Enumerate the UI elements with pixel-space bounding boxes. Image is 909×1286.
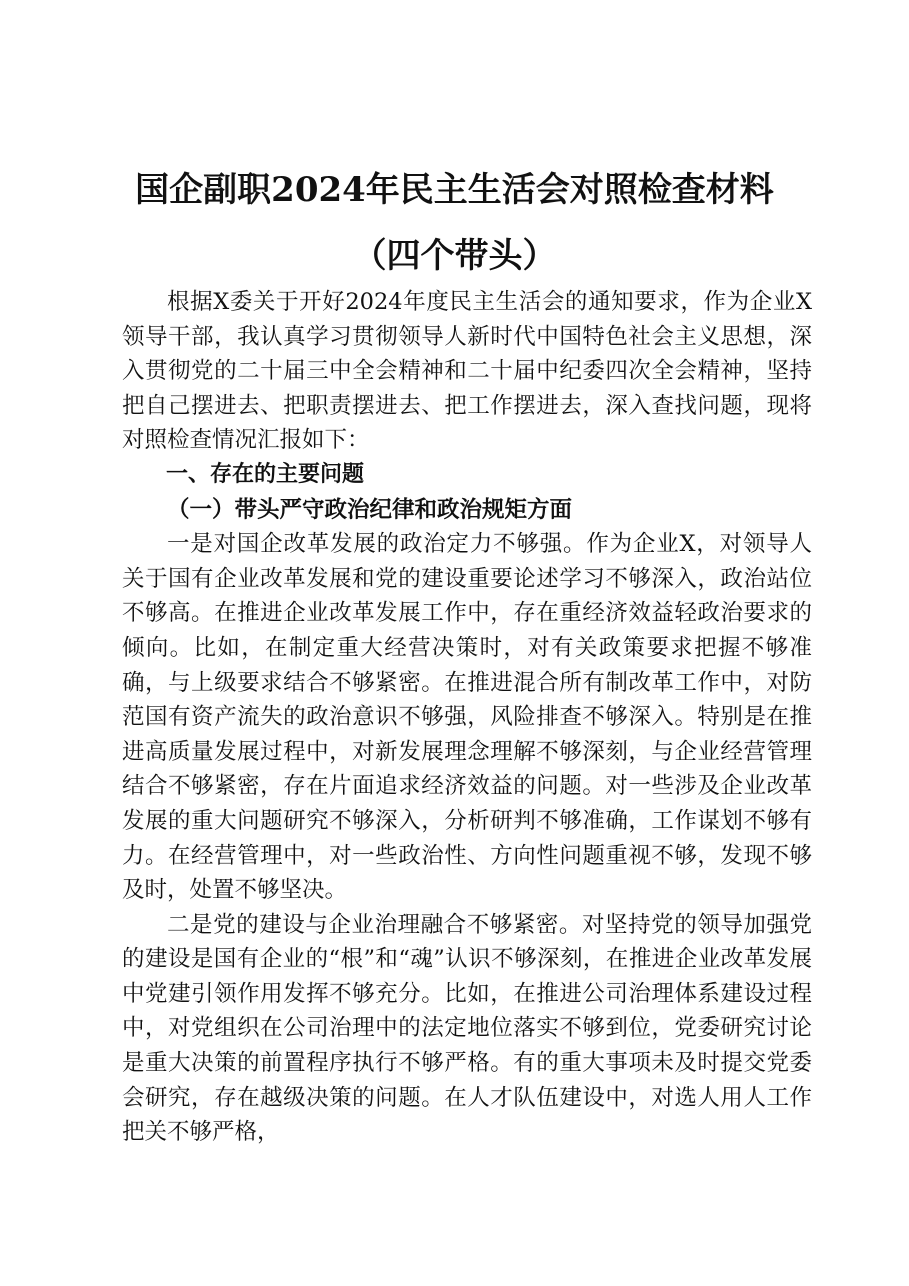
body-paragraph-1: 一是对国企改革发展的政治定力不够强。作为企业X，对领导人关于国有企业改革发展和党的建设重要论述学习不够深入，政治站位不够高。在推进企业改革发展工作中，存在重经济效益轻政治要求的倾向。比如，在制定重大经营决策时，对有关政策要求把握不够准确，与上级要求结合不够紧密。在推进混合所有制改革工作中，对防范国有资产流失的政治意识不够强，风险排查不够深入。特别是在推进高质量发展过程中，对新发展理念理解不够深刻，与企业经营管理结合不够紧密，存在片面追求经济效益的问题。对一些涉及企业改革发展的重大问题研究不够深入，分析研判不够准确，工作谋划不够有力。在经营管理中，对一些政治性、方向性问题重视不够，发现不够及时，处置不够坚决。 — [122, 531, 812, 904]
subsection-heading: （一）带头严守政治纪律和政治规矩方面 — [167, 496, 573, 523]
intro-paragraph: 根据X委关于开好2024年度民主生活会的通知要求，作为企业X领导干部，我认真学习贯彻领导人新时代中国特色社会主义思想，深入贯彻党的二十届三中全会精神和二十届中纪委四次全会精神，坚持把自己摆进去、把职责摆进去、把工作摆进去，深入查找问题，现将对照检查情况汇报如下： — [122, 289, 812, 454]
body-paragraph-2: 二是党的建设与企业治理融合不够紧密。对坚持党的领导加强党的建设是国有企业的“根”和“魂”认识不够深刻，在推进企业改革发展中党建引领作用发挥不够充分。比如，在推进公司治理体系建设过程中，对党组织在公司治理中的法定地位落实不够到位，党委研究讨论是重大决策的前置程序执行不够严格。有的重大事项未及时提交党委会研究，存在越级决策的问题。在人才队伍建设中，对选人用人工作把关不够严格， — [122, 911, 812, 1146]
section-heading: 一、存在的主要问题 — [166, 461, 365, 487]
document-subtitle: （四个带头） — [352, 236, 557, 276]
document-title: 国企副职2024年民主生活会对照检查材料 — [135, 170, 774, 210]
document-body — [122, 285, 812, 1150]
